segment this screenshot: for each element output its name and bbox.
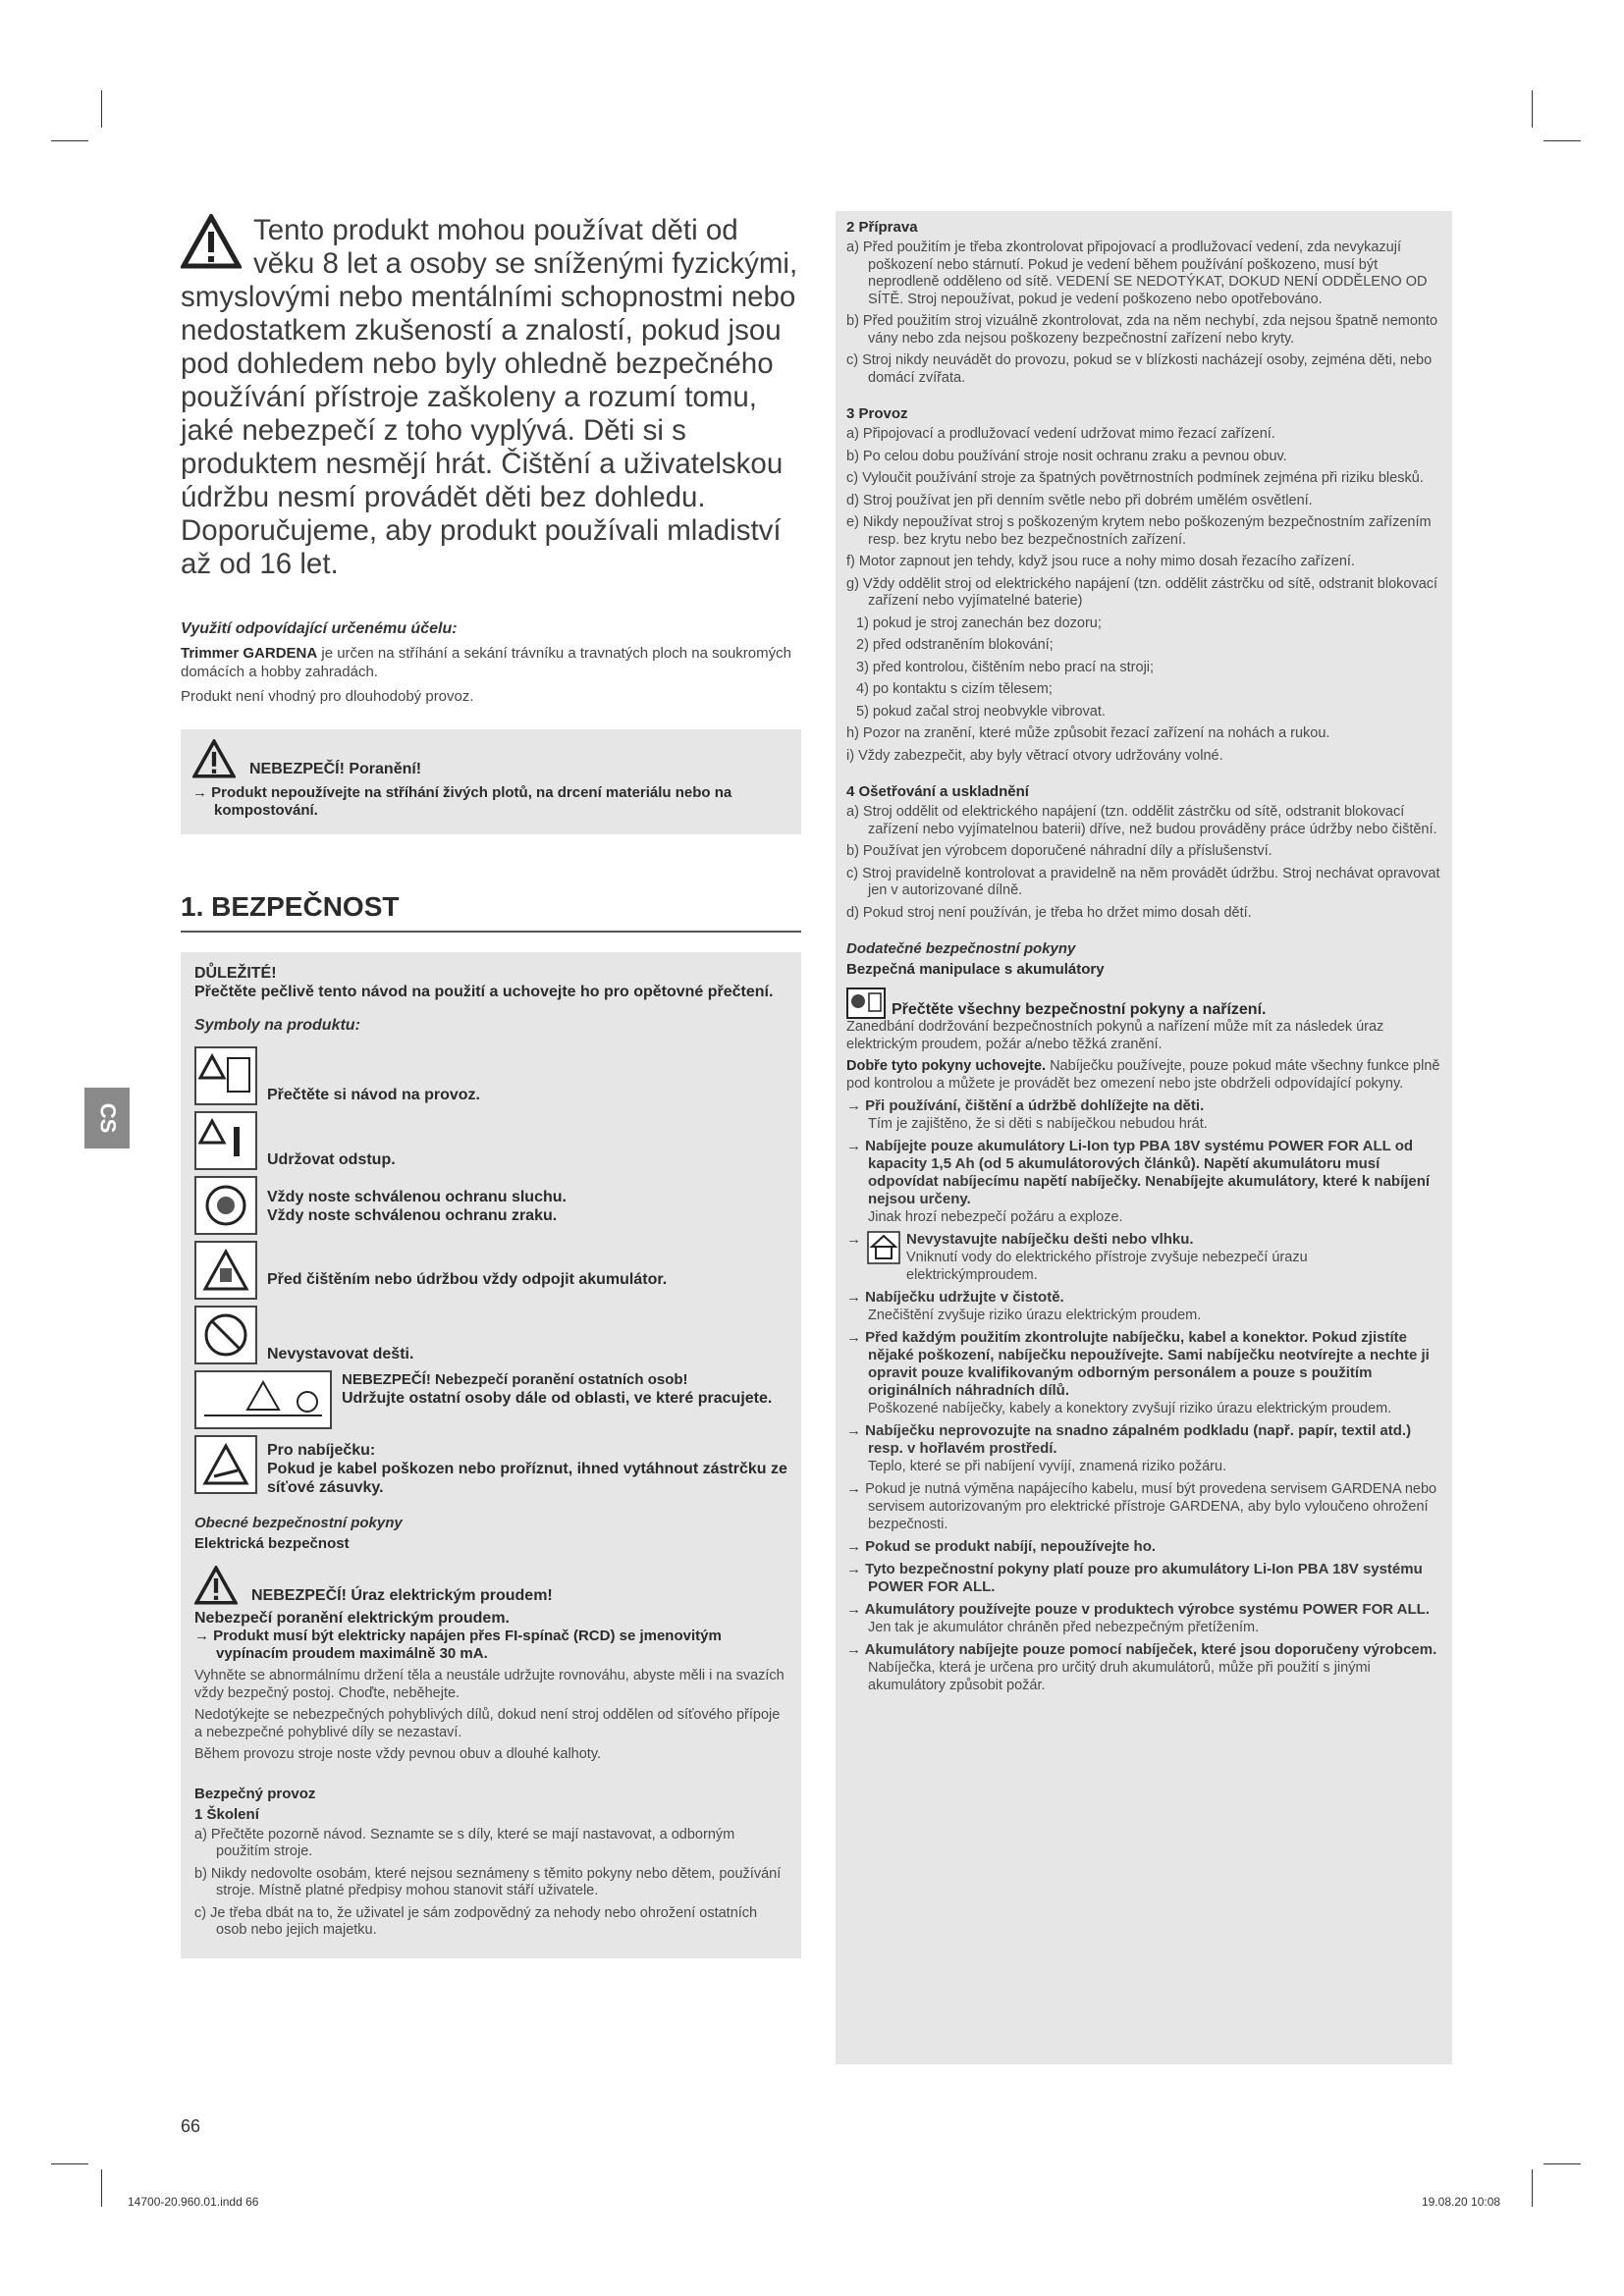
warning-triangle-icon bbox=[181, 214, 242, 269]
danger-text: → Produkt nepoužívejte na stříhání živých plotů, na drcení materiálu nebo na kompostování. bbox=[192, 784, 732, 819]
arrow-item: → Nabíjejte pouze akumulátory Li-Ion typ PBA 18V systému POWER FOR ALL od kapacity 1,5 Ah (od 5 akumulátorových článků). Napětí akumulátoru musí odpovídat nabíjecímu napětí nabíječky. Nenabíjejte akumulátory, které k nabíjení nejsou určeny. Jinak hrozí nebezpečí požáru a exploze. bbox=[846, 1138, 1431, 1225]
intro-text: Tento produkt mohou používat děti od věku 8 let a osoby se sníženými fyzickými, smyslovými nebo mentálními schopnostmi nebo nedostatkem zkušeností a znalostí, pokud jsou pod dohledem nebo byly ohledně bezpečného používání přístroje zaškoleny a rozumí tomu, jaké nebezpečí z toho vyplývá. Děti si s produktem nesmějí hrát. Čištění a uživatelskou údržbu nesmí provádět děti bez dohledu. Doporučujeme, aby produkt používali mladiství až od 16 let. bbox=[181, 214, 798, 580]
electrical-safety: Elektrická bezpečnost bbox=[194, 1535, 350, 1552]
footer-date: 19.08.20 10:08 bbox=[1422, 2195, 1501, 2209]
training-title: 1 Školení bbox=[194, 1805, 259, 1823]
crop-mark bbox=[51, 2163, 88, 2164]
arrow-item: → Akumulátory používejte pouze v produktech výrobce systému POWER FOR ALL. Jen tak je akumulátor chráněn před nebezpečným přetížením. bbox=[846, 1601, 1431, 1635]
arrow-item: → Akumulátory nabíjejte pouze pomocí nabíječek, které jsou doporučeny výrobcem. Nabíječka, která je určena pro určitý druh akumulátorů, může při použití s jinými akumulátory způsobit požár. bbox=[846, 1641, 1437, 1693]
battery-handling: Bezpečná manipulace s akumulátory bbox=[846, 961, 1105, 978]
crop-mark bbox=[1543, 2163, 1581, 2164]
intro-warning bbox=[181, 214, 801, 581]
arrow-item: → Před každým použitím zkontrolujte nabíječku, kabel a konektor. Pokud zjistíte nějaké poškození, nabíječku nepoužívejte. Sami nabíječku neotvírejte a nechte ji opravit pouze kvalifikovaným odborným personálem a pouze s použitím originálních náhradních dílů. Poškozené nabíječky, kabely a konektory zvyšují riziko úrazu elektrickým proudem. bbox=[846, 1329, 1430, 1416]
purpose-heading: Využití odpovídající určenému účelu: bbox=[181, 620, 458, 637]
purpose-text: Trimmer GARDENA je určen na stříhání a sekání trávníku a travnatých ploch na soukromých domácích a hobby zahradách. bbox=[181, 645, 791, 680]
important-text: Přečtěte pečlivě tento návod na použití a uchovejte ho pro opětovné přečtení. bbox=[194, 984, 774, 1000]
footer-file: 14700-20.960.01.indd 66 bbox=[128, 2195, 259, 2209]
crop-mark bbox=[101, 90, 102, 128]
crop-mark bbox=[1543, 140, 1581, 141]
warning-triangle-icon bbox=[194, 1566, 238, 1605]
crop-mark bbox=[1532, 90, 1533, 128]
right-column: 2 Příprava a) Před použitím je třeba zkontrolovat připojovací a prodlužovací vedení, zda nevykazují poškození nebo stárnutí. Pokud je vedení během používání poškozeno, musí být neprodleně odděleno od sítě. VEDENÍ SE NEDOTÝKAT, DOKUD NENÍ ODDĚLENO OD SÍTĚ. Stroj nepoužívat, pokud je vedení poškozeno nebo opotřebováno. b) Před použitím stroj vizuálně zkontrolovat, zda na něm nechybí, zda nejsou špatně nemonto vány nebo zda nejsou poškozeny bezpečnostní zařízení nebo kryty. c) Stroj nikdy neuvádět do provozu, pokud se v blízkosti nacházejí osoby, zejména děti, nebo domácí zvířata. 3 Provoz a) Připojovací a prodlužovací vedení udržovat mimo řezací zařízení. b) Po celou dobu používání stroje nosit ochranu zraku a pevnou obuv. c) Vyloučit používání stroje za špatných povětrnostních podmínek zejména při riziku blesků. d) Stroj používat jen při denním světle nebo při dobrém umělém osvětlení. e) Nikdy nepoužívat stroj s poškozeným krytem nebo poškozeným bezpečnostním zařízením resp. bez krytu nebo bez bezpečnostních zařízení. f) Motor zapnout jen tehdy, když jsou ruce a nohy mimo dosah řezacího zařízení. g) Vždy oddělit stroj od elektrického napájení (tzn. oddělit zástrčku od sítě, odstranit blokovací zařízení nebo vyjímatelné baterie) 1) pokud je stroj zanechán bez dozoru; 2) před odstraněním blokování; 3) před kontrolou, čištěním nebo prací na stroji; 4) po kontaktu s cizím tělesem; 5) pokud začal stroj neobvykle vibrovat. h) Pozor na zranění, které může způsobit řezací zařízení na nohách a rukou. i) Vždy zabezpečit, aby byly větrací otvory udržovány volné. 4 Ošetřování a uskladnění a) Stroj oddělit od elektrického napájení (tzn. oddělit zástrčku od sítě, odstranit blokovací zařízení nebo vyjímatelnou baterii) dříve, než budou prováděny práce údržby nebo čištění. b) Používat jen výrobcem doporučené náhradní díly a příslušenství. c) Stroj pravidelně kontrolovat a pravidelně na něm provádět údržbu. Stroj nechávat opravovat jen v autorizované dílně. d) Pokud stroj není používán, je třeba ho držet mimo dosah dětí. Dodatečné bezpečnostní pokyny Bezpečná manipulace s akumulátory Přečtěte všechny bezpečnostní pokyny a nařízení. Zanedbání dodržování bezpečnostních pokynů a nařízení může mít za následek úraz elektrickým proudem, požár a/nebo těžká zranění. Dobře tyto pokyny uchovejte. Nabíječku používejte, pouze pokud máte všechny funkce plně pod kontrolou a můžete je provádět bez omezení nebo jste obdrželi odpovídající pokyny. → Při používání, čištění a údržbě dohlížejte na děti. Tím je zajištěno, že si děti s nabíječkou nebudou hrát. → Nabíjejte pouze akumulátory Li-Ion typ PBA 18V systému POWER FOR ALL od kapacity 1,5 Ah (od 5 akumulátorových článků). Napětí akumulátoru musí odpovídat nabíjecímu napětí nabíječky. Nenabíjejte akumulátory, které k nabíjení nejsou určeny. Jinak hrozí nebezpečí požáru a exploze. → Nevystavujte nabíječku dešti nebo vlhku. Vniknutí vody do elektrického přístroje zvyšuje nebezpečí úrazu elektrickýmproudem. → Nabíječku udržujte v čistotě. Znečištění zvyšuje riziko úrazu elektrickým proudem. → Před každým použitím zkontrolujte nabíječku, kabel a konektor. Pokud zjistíte nějaké poškození, nabíječku nepoužívejte. Sami nabíječku neotvírejte a nechte ji opravit pouze kvalifikovaným odborným personálem a pouze s použitím originálních náhradních dílů. Poškozené nabíječky, kabely a konektory zvyšují riziko úrazu elektrickým proudem. → Nabíječku neprovozujte na snadno zápalném podkladu (např. papír, textil atd.) resp. v hořlavém prostředí. Teplo, které se při nabíjení vyvíjí, znamená riziko požáru. → Pokud je nutná výměna napájecího kabelu, musí být provedena servisem GARDENA nebo servisem autorizovaným pro elektrické přístroje GARDENA, aby bylo vyloučeno ohrožení bezpečnosti. → Pokud se produkt nabíjí, nepoužívejte ho. → Tyto bezpečnostní pokyny platí pouze pro akumulátory Li-Ion PBA 18V systému POWER FOR ALL. → Akumulátory používejte pouze v produktech výrobce systému POWER FOR ALL. Jen tak je akumulátor chráněn před nebezpečným přetížením. → Akumulátory nabíjejte pouze pomocí nabíječek, které jsou doporučeny výrobcem. Nabíječka, která je určena pro určitý druh akumulátorů, může při použití s jinými akumulátory způsobit požár. bbox=[836, 211, 1452, 2064]
care-title: 4 Ošetřování a uskladnění bbox=[846, 783, 1029, 800]
electric-danger: NEBEZPEČÍ! Úraz elektrickým proudem! bbox=[194, 1566, 787, 1605]
arrow-item: → Při používání, čištění a údržbě dohlížejte na děti. Tím je zajištěno, že si děti s nabíječkou nebudou hrát. bbox=[846, 1097, 1208, 1132]
crop-mark bbox=[51, 140, 88, 141]
operation-title: 3 Provoz bbox=[846, 405, 908, 422]
danger-box-injury bbox=[181, 729, 801, 834]
safe-operation: Bezpečný provoz bbox=[194, 1785, 316, 1802]
symbol-protection: Vždy noste schválenou ochranu sluchu. Vždy noste schválenou ochranu zraku. bbox=[194, 1176, 787, 1235]
battery-disconnect-icon bbox=[194, 1241, 257, 1300]
arrow-item: → Pokud je nutná výměna napájecího kabelu, musí být provedena servisem GARDENA nebo servisem autorizovaným pro elektrické přístroje GARDENA, aby bylo vyloučeno ohrožení bezpečnosti. bbox=[846, 1480, 1437, 1532]
danger-title: NEBEZPEČÍ! Poranění! bbox=[249, 761, 422, 777]
distance-icon bbox=[194, 1111, 257, 1170]
arrow-item: → Nabíječku udržujte v čistotě. Znečištění zvyšuje riziko úrazu elektrickým proudem. bbox=[846, 1289, 1202, 1323]
section-title: 1. BEZPEČNOST bbox=[181, 891, 801, 933]
left-column bbox=[181, 214, 801, 1958]
no-rain-icon bbox=[194, 1306, 257, 1364]
symbol-keep-distance: Udržovat odstup. bbox=[194, 1111, 787, 1170]
general-heading: Obecné bezpečnostní pokyny bbox=[194, 1515, 403, 1531]
arrow-item: → Nevystavujte nabíječku dešti nebo vlhku. Vniknutí vody do elektrického přístroje zvyšuje nebezpečí úrazu elektrickýmproudem. bbox=[846, 1231, 1308, 1283]
prep-title: 2 Příprava bbox=[846, 219, 918, 236]
ear-eye-protection-icon bbox=[194, 1176, 257, 1235]
keep-instructions: Dobře tyto pokyny uchovejte. Nabíječku používejte, pouze pokud máte všechny funkce plně pod kontrolou a můžete je provádět bez omezení nebo jste obdrželi odpovídající pokyny. bbox=[846, 1058, 1440, 1092]
symbol-no-rain: Nevystavovat dešti. bbox=[194, 1306, 787, 1364]
manual-icon bbox=[194, 1046, 257, 1105]
crop-mark bbox=[101, 2169, 102, 2207]
important-label: DŮLEŽITÉ! bbox=[194, 965, 277, 982]
symbol-disconnect-battery: Před čištěním nebo údržbou vždy odpojit akumulátor. bbox=[194, 1241, 787, 1300]
rcd-note: → Produkt musí být elektricky napájen přes FI-spínač (RCD) se jmenovitým vypínacím proudem maximálně 30 mA. bbox=[194, 1628, 722, 1662]
page-number: 66 bbox=[181, 2116, 201, 2136]
crop-mark bbox=[1532, 2169, 1533, 2207]
arrow-item: → Pokud se produkt nabíjí, nepoužívejte ho. bbox=[846, 1538, 1157, 1555]
safety-box: DŮLEŽITÉ! Přečtěte pečlivě tento návod na použití a uchovejte ho pro opětovné přečtení. Symboly na produktu: Přečtěte si návod na provoz. Udržovat odstup. Vždy noste schválenou ochranu sluchu. Vždy noste schválenou ochranu zraku. Před čištěním nebo údržbou vždy odpojit akumulátor. Nevystavovat dešti. NEBEZPEČÍ! Nebezpečí poranění ostatních osob! Udržujte ostatní osoby dále od oblasti, ve které pracujete. Pro nabíječku: Pokud je kabel poškozen nebo proříznut, ihned vytáhnout zástrčku ze síťové zásuvky. Obecné bezpečnostní pokyny Elektrická bezpečnost NEBEZPEČÍ! Úraz elektrickým proudem! Nebezpečí poranění elektrickým proudem. → Produkt musí být elektricky napájen přes FI-spínač (RCD) se jmenovitým vypínacím proudem maximálně 30 mA. Vyhněte se abnormálnímu držení těla a neustále udržujte rovnováhu, abyste měli i na svazích vždy bezpečný postoj. Choďte, neběhejte. Nedotýkejte se nebezpečných pohyblivých dílů, dokud není stroj oddělen od síťového přípoje a nebezpečné pohyblivé díly se nezastaví. Během provozu stroje noste vždy pevnou obuv a dlouhé kalhoty. Bezpečný provoz 1 Školení a) Přečtěte pozorně návod. Seznamte se s díly, které se mají nastavovat, a odborným použitím stroje. b) Nikdy nedovolte osobám, které nejsou seznámeny s těmito pokyny nebo dětem, používání stroje. Místně platné předpisy mohou stanovit stáří uživatele. c) Je třeba dbát na to, že uživatel je sám zodpovědný za nehody nebo ohrožení ostatních osob nebo jejich majetku. bbox=[181, 952, 801, 1958]
read-all-instructions: Přečtěte všechny bezpečnostní pokyny a nařízení. bbox=[846, 988, 1441, 1019]
damaged-cable-icon bbox=[194, 1435, 257, 1494]
arrow-item: → Nabíječku neprovozujte na snadno zápalném podkladu (např. papír, textil atd.) resp. v hořlavém prostředí. Teplo, které se při nabíjení vyvíjí, znamená riziko požáru. bbox=[846, 1422, 1412, 1474]
symbol-read-manual: Přečtěte si návod na provoz. bbox=[194, 1046, 787, 1105]
manual-icon bbox=[846, 988, 886, 1019]
symbol-bystanders: NEBEZPEČÍ! Nebezpečí poranění ostatních osob! Udržujte ostatní osoby dále od oblasti, ve které pracujete. bbox=[194, 1370, 787, 1429]
language-tab: CS bbox=[84, 1088, 130, 1148]
no-rain-house-icon bbox=[867, 1231, 900, 1264]
purpose-text-2: Produkt není vhodný pro dlouhodobý provoz. bbox=[181, 688, 474, 705]
symbols-heading: Symboly na produktu: bbox=[194, 1017, 360, 1034]
additional-title: Dodatečné bezpečnostní pokyny bbox=[846, 940, 1076, 957]
arrow-item: → Tyto bezpečnostní pokyny platí pouze pro akumulátory Li-Ion PBA 18V systému POWER FOR ALL. bbox=[846, 1561, 1423, 1595]
symbol-charger-cable: Pro nabíječku: Pokud je kabel poškozen nebo proříznut, ihned vytáhnout zástrčku ze síťové zásuvky. bbox=[194, 1435, 787, 1497]
warning-triangle-icon bbox=[192, 739, 236, 778]
bystanders-icon bbox=[194, 1370, 332, 1429]
